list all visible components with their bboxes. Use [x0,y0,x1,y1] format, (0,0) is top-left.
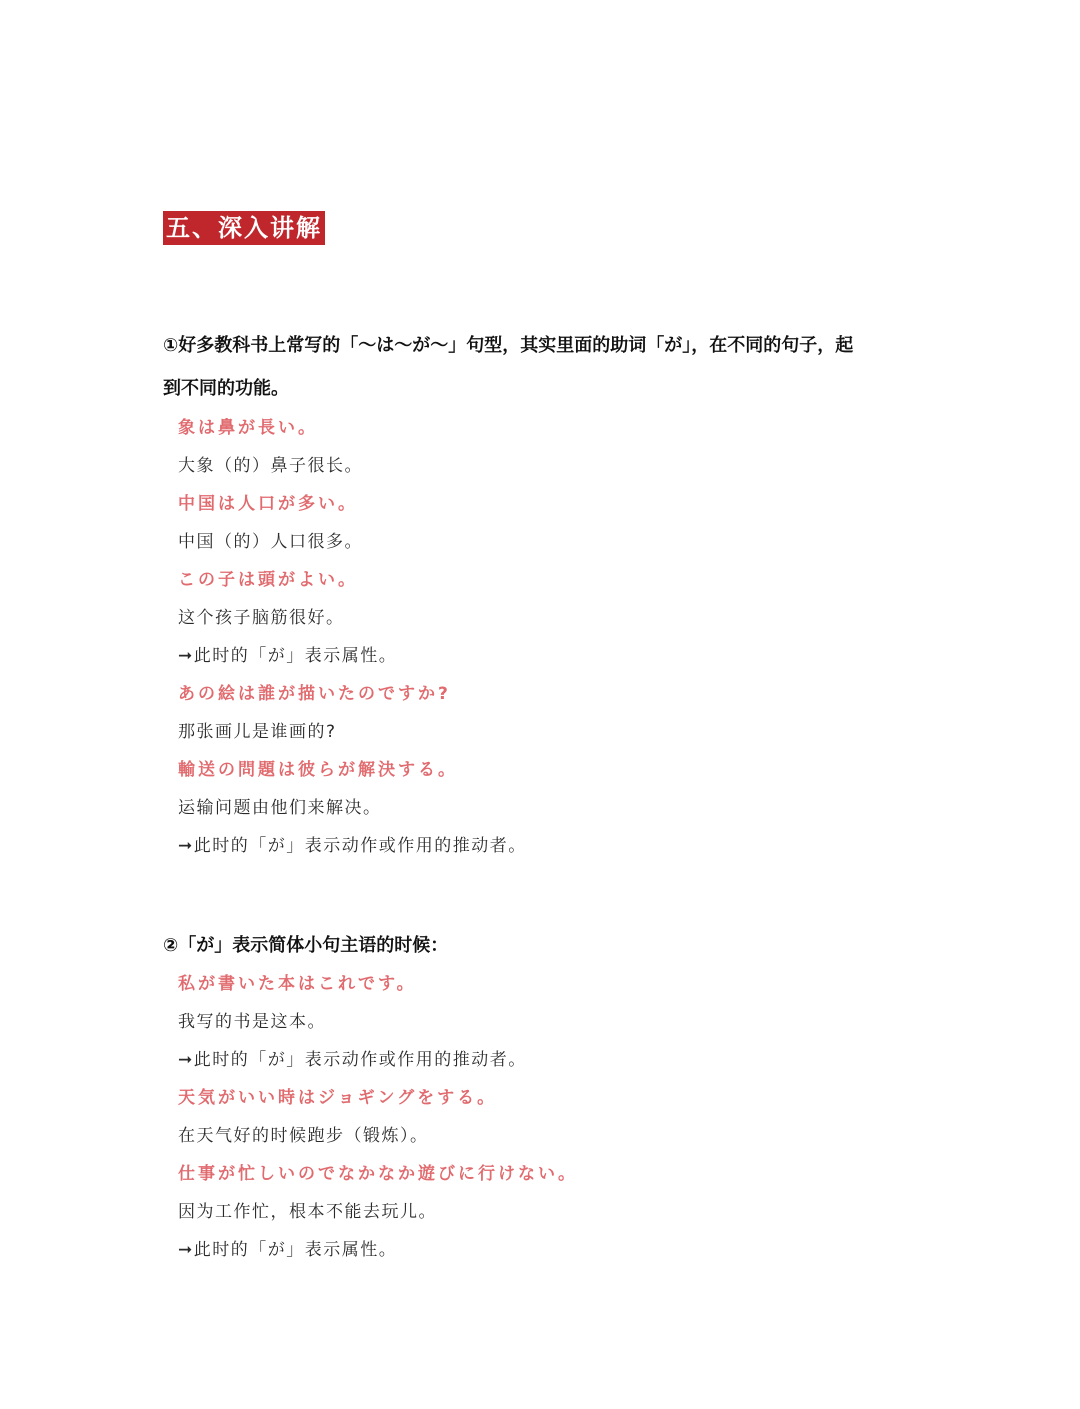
example-japanese: あの絵は誰が描いたのですか? [178,684,451,704]
example-japanese: 中国は人口が多い。 [178,494,358,514]
example-japanese: この子は頭がよい。 [178,570,358,590]
usage-note: ➞此时的「が」表示属性。 [178,646,398,666]
example-japanese: 仕事が忙しいのでなかなか遊びに行けない。 [178,1164,578,1184]
example-translation: 中国（的）人口很多。 [178,532,363,552]
example-japanese: 象は鼻が長い。 [178,418,318,438]
part1-heading-line2: 到不同的功能。 [163,378,289,399]
part2-heading: ②「が」表示简体小句主语的时候： [163,935,449,956]
example-translation: 那张画儿是谁画的? [178,722,337,742]
example-translation: 大象（的）鼻子很长。 [178,456,363,476]
usage-note: ➞此时的「が」表示属性。 [178,1240,398,1260]
example-translation: 运输问题由他们来解决。 [178,798,382,818]
example-translation: 我写的书是这本。 [178,1012,326,1032]
example-japanese: 天気がいい時はジョギングをする。 [178,1088,498,1108]
usage-note: ➞此时的「が」表示动作或作用的推动者。 [178,1050,527,1070]
example-japanese: 輸送の問題は彼らが解決する。 [178,760,458,780]
usage-note: ➞此时的「が」表示动作或作用的推动者。 [178,836,527,856]
part1-heading-line1: ①好多教科书上常写的「～は～が～」句型，其实里面的助词「が」，在不同的句子，起 [163,335,854,356]
example-translation: 这个孩子脑筋很好。 [178,608,345,628]
example-translation: 在天气好的时候跑步（锻炼）。 [178,1126,429,1146]
section-title: 五、深入讲解 [163,211,325,245]
example-japanese: 私が書いた本はこれです。 [178,974,417,994]
example-translation: 因为工作忙，根本不能去玩儿。 [178,1202,437,1222]
